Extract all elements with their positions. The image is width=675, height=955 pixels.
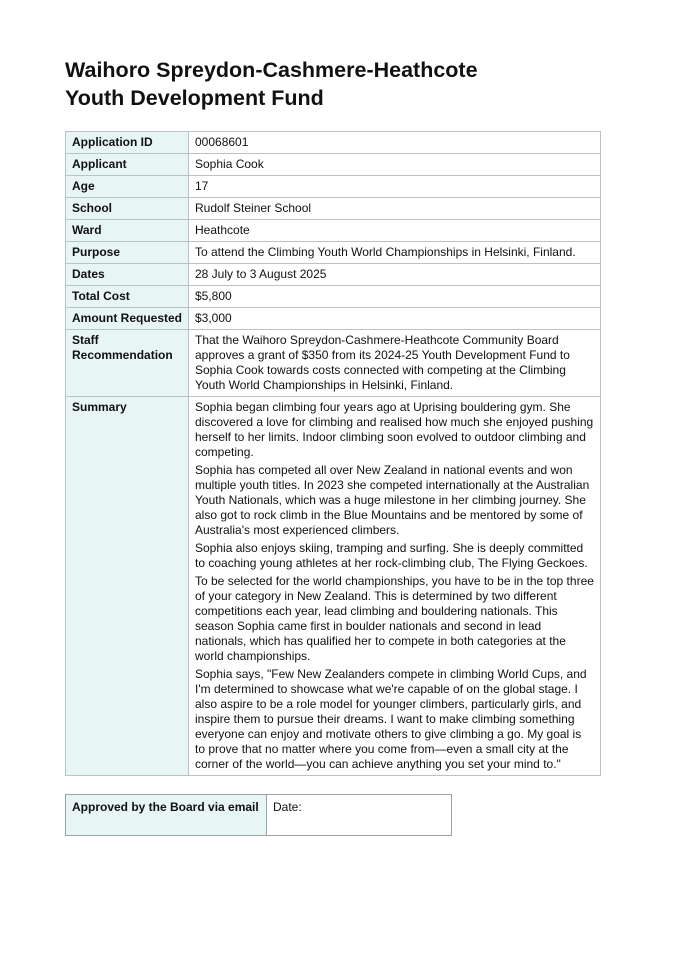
amount-requested-label: Amount Requested <box>66 308 189 330</box>
summary-label: Summary <box>66 397 189 776</box>
table-row <box>66 795 452 836</box>
table-row <box>66 308 601 330</box>
applicant-value: Sophia Cook <box>189 154 601 176</box>
table-row <box>66 132 601 154</box>
title-line-2: Youth Development Fund <box>65 86 324 110</box>
staff-recommendation-label: Staff Recommendation <box>66 330 189 397</box>
approval-table <box>65 794 452 836</box>
table-row <box>66 198 601 220</box>
page-title <box>65 56 625 112</box>
table-row <box>66 242 601 264</box>
summary-paragraph: Sophia also enjoys skiing, tramping and surfing. She is deeply committed to coaching young athletes at her rock-climbing club, The Flying Geckoes. <box>195 541 588 570</box>
title-line-1: Waihoro Spreydon-Cashmere-Heathcote <box>65 58 478 82</box>
application-table <box>65 131 601 776</box>
school-label: School <box>66 198 189 220</box>
table-row <box>66 264 601 286</box>
school-value: Rudolf Steiner School <box>189 198 601 220</box>
summary-paragraph: Sophia has competed all over New Zealand in national events and won multiple youth titles. In 2023 she competed internationally at the Australian Youth Nationals, which was a huge milestone in her climbing journey. She also got to rock climb in the Blue Mountains and be mentored by some of Australia's most experienced climbers. <box>195 463 590 537</box>
total-cost-label: Total Cost <box>66 286 189 308</box>
ward-value: Heathcote <box>189 220 601 242</box>
staff-recommendation-value: That the Waihoro Spreydon-Cashmere-Heathcote Community Board approves a grant of $350 from its 2024-25 Youth Development Fund to Sophia Cook towards costs connected with competing at the Climbing Youth World Championships in Helsinki, Finland. <box>189 330 601 397</box>
dates-value: 28 July to 3 August 2025 <box>189 264 601 286</box>
age-label: Age <box>66 176 189 198</box>
approval-date-field: Date: <box>267 795 452 836</box>
amount-requested-value: $3,000 <box>189 308 601 330</box>
table-row <box>66 154 601 176</box>
summary-paragraph: To be selected for the world championships, you have to be in the top three of your category in New Zealand. This is determined by two different competitions each year, lead climbing and bouldering nationals. This season Sophia came first in boulder nationals and second in lead nationals, which has qualified her to compete in both categories at the world championships. <box>195 574 594 663</box>
summary-paragraph: Sophia says, "Few New Zealanders compete in climbing World Cups, and I'm determined to showcase what we're capable of on the global stage. I also aspire to be a role model for younger climbers, particularly girls, and inspire them to pursue their dreams. I want to make climbing something everyone can enjoy and motivate others to give climbing a go. My goal is to prove that no matter where you come from—even a small city at the corner of the world—you can achieve anything you set your mind to." <box>195 667 587 771</box>
application-id-label: Application ID <box>66 132 189 154</box>
dates-label: Dates <box>66 264 189 286</box>
ward-label: Ward <box>66 220 189 242</box>
applicant-label: Applicant <box>66 154 189 176</box>
summary-paragraph: Sophia began climbing four years ago at Uprising bouldering gym. She discovered a love for climbing and realised how much she enjoyed pushing herself to her limits. Indoor climbing soon evolved to outdoor climbing and competing. <box>195 400 594 459</box>
table-row <box>66 176 601 198</box>
purpose-label: Purpose <box>66 242 189 264</box>
table-row <box>66 330 601 397</box>
table-row <box>66 397 601 776</box>
application-id-value: 00068601 <box>189 132 601 154</box>
summary-value <box>189 397 601 776</box>
table-row <box>66 220 601 242</box>
age-value: 17 <box>189 176 601 198</box>
purpose-value: To attend the Climbing Youth World Championships in Helsinki, Finland. <box>189 242 601 264</box>
table-row <box>66 286 601 308</box>
approval-label: Approved by the Board via email <box>66 795 267 836</box>
total-cost-value: $5,800 <box>189 286 601 308</box>
